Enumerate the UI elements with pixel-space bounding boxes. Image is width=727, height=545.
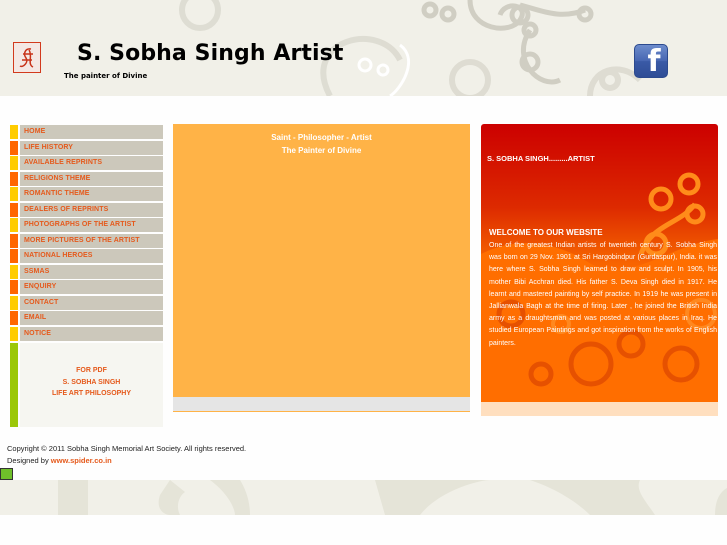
welcome-heading: WELCOME TO OUR WEBSITE [489, 228, 603, 237]
nav-item-label[interactable]: SSMAS [20, 265, 163, 279]
welcome-panel [481, 124, 718, 402]
nav-color-bar [10, 141, 18, 155]
nav-item-ssmas[interactable] [10, 265, 163, 281]
nav-item-home[interactable] [10, 125, 163, 141]
nav-item-life-history[interactable] [10, 141, 163, 157]
pdf-line-3[interactable]: LIFE ART PHILOSOPHY [51, 390, 132, 397]
pdf-link[interactable] [20, 343, 163, 427]
welcome-panel-footer [481, 402, 718, 416]
nav-item-notice[interactable] [10, 327, 163, 343]
nav-item-label[interactable]: NOTICE [20, 327, 163, 341]
pdf-line-2[interactable]: S. SOBHA SINGH [62, 378, 121, 386]
nav-color-bar [10, 187, 18, 201]
site-header [0, 0, 727, 96]
designed-by [7, 456, 112, 465]
nav-item-available-reprints[interactable] [10, 156, 163, 172]
welcome-body-text: One of the greatest Indian artists of twentieth century S. Sobha Singh was born on 29 Nov. 1901 at Sri Hargobindpur (Gurdaspur), India. it was here where S. Sobha Singh learned to draw and sculpt. In 1905, his mother Bibi Acchran died. His father S. Deva Singh died in 1917. He learnt and mastered painting by self practice. In 1919 he was present in Jallianwala Bagh at the time of firing. Later , he joined the British India army as a draughtsman and was posted at various places in Iraq. He studied European Paintings and got inspiration from the works of English painters. [489, 242, 717, 347]
center-panel-footer [173, 397, 470, 411]
nav-item-contact[interactable] [10, 296, 163, 312]
nav-color-bar [10, 249, 18, 263]
nav-item-label[interactable]: HOME [20, 125, 163, 139]
nav-color-bar [10, 265, 18, 279]
nav-item-enquiry[interactable] [10, 280, 163, 296]
nav-item-label[interactable]: LIFE HISTORY [20, 141, 163, 155]
nav-item-label[interactable]: DEALERS OF REPRINTS [20, 203, 163, 217]
nav-item-more-pictures[interactable] [10, 234, 163, 250]
pdf-line-1[interactable]: FOR PDF [76, 367, 107, 374]
footer-decorative-band [0, 480, 727, 515]
facebook-icon[interactable]: f [634, 44, 668, 78]
hit-counter-icon[interactable] [0, 468, 13, 480]
nav-item-dealers-of-reprints[interactable] [10, 203, 163, 219]
designed-by-label: Designed by [7, 456, 51, 465]
nav-color-bar [10, 172, 18, 186]
nav-item-label[interactable]: AVAILABLE REPRINTS [20, 156, 163, 170]
nav-item-photographs[interactable] [10, 218, 163, 234]
nav-item-label[interactable]: MORE PICTURES OF THE ARTIST [20, 234, 163, 248]
nav-color-bar [10, 218, 18, 232]
nav-color-bar [10, 234, 18, 248]
nav-item-religions-theme[interactable] [10, 172, 163, 188]
nav-item-label[interactable]: RELIGIONS THEME [20, 172, 163, 186]
nav-color-bar [10, 203, 18, 217]
nav-color-bar [10, 311, 18, 325]
nav-item-romantic-theme[interactable] [10, 187, 163, 203]
panel-title: S. SOBHA SINGH.........ARTIST [487, 154, 595, 163]
nav-item-national-heroes[interactable] [10, 249, 163, 265]
nav-item-label[interactable]: PHOTOGRAPHS OF THE ARTIST [20, 218, 163, 232]
center-subtitle-2: The Painter of Divine [281, 146, 362, 155]
nav-item-label[interactable]: ROMANTIC THEME [20, 187, 163, 201]
pdf-color-bar [10, 343, 18, 427]
designer-link[interactable]: www.spider.co.in [50, 456, 112, 465]
nav-color-bar [10, 327, 18, 341]
nav-color-bar [10, 280, 18, 294]
nav-item-label[interactable]: ENQUIRY [20, 280, 163, 294]
nav-item-label[interactable]: NATIONAL HEROES [20, 249, 163, 263]
center-subtitle-1: Saint - Philosopher - Artist [271, 133, 372, 142]
pdf-download-block[interactable] [10, 343, 163, 427]
center-heading [173, 124, 470, 157]
nav-color-bar [10, 125, 18, 139]
nav-color-bar [10, 156, 18, 170]
nav-item-email[interactable] [10, 311, 163, 327]
ss-monogram-logo-icon[interactable] [13, 42, 41, 73]
left-navigation [10, 125, 163, 427]
copyright-text: Copyright © 2011 Sobha Singh Memorial Art Society. All rights reserved. [7, 444, 247, 453]
site-title: S. Sobha Singh Artist [77, 41, 344, 66]
center-feature-panel [173, 124, 470, 412]
site-tagline: The painter of Divine [64, 72, 148, 80]
nav-item-label[interactable]: EMAIL [20, 311, 163, 325]
nav-color-bar [10, 296, 18, 310]
nav-item-label[interactable]: CONTACT [20, 296, 163, 310]
